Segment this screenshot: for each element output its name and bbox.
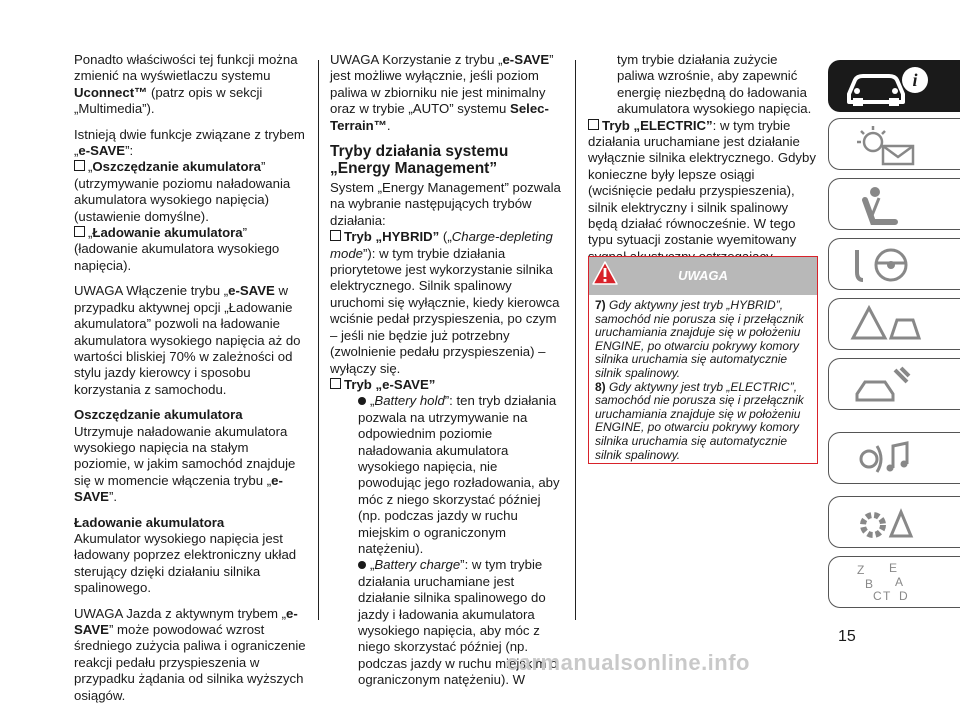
list-item: „Battery hold”: ten tryb działania pozwala na utrzymywanie na odpowiednim poziomie naładowania akumulatora wysokiego napięcia, nie powodując jego rozładowania, aby móc z niego skorzystać później (np. podczas jazdy w ruchu miejskim o ograniczonym natężeniu). [358,393,560,556]
subheading: Ładowanie akumulatora [74,514,225,530]
esave-submodes [330,393,563,688]
index-letter: C [873,589,882,603]
text-column-2 [330,52,563,689]
option-item: „Oszczędzanie akumulatora” (utrzymywanie poziomu naładowania akumulatora wysokiego napięcia) (ustawienie domyślne). [74,159,291,224]
tab-emergency[interactable] [828,298,960,350]
text-column-1 [74,52,306,713]
note-paragraph: UWAGA Włączenie trybu „e-SAVE w przypadku aktywnej opcji „Ładowanie akumulatora” pozwoli na ładowanie akumulatora wysokiego napięcia aż do wartości bliskiej 70% w zależności od stylu jazdy kierowcy i sposobu korzystania z samochodu. [74,283,301,397]
warning-header [589,257,817,295]
tab-driving[interactable] [828,238,960,290]
tab-car-info[interactable] [828,60,960,112]
section-heading: Tryby działania systemu „Energy Management” [330,143,509,178]
paragraph: Ponadto właściwości tej funkcji można zmienić na wyświetlaczu systemu Uconnect™ (patrz opis w sekcji „Multimedia”). [74,52,298,117]
option-item: „Ładowanie akumulatora” (ładowanie akumulatora wysokiego napięcia). [74,225,280,273]
tab-multimedia[interactable] [828,432,960,484]
tab-settings[interactable] [828,496,960,548]
index-letter: T [883,589,891,603]
gear-icon [843,500,943,546]
paragraph-continued: tym trybie działania zużycie paliwa wzrośnie, aby zapewnić energię niezbędną do ładowania akumulatora wysokiego napięcia. [617,52,812,117]
warning-text [589,295,817,462]
mode-item-electric: Tryb „ELECTRIC”: w tym trybie działania uruchamiane jest działanie wyłącznie silnika elektrycznego. Gdyby konieczne były lepsze osiągi (wciśnięcie pedału przyspieszenia), silnik elektryczny i silnik spalinowy będą działać równocześnie. W tego typu sytuacji zostanie wyemitowany [588,117,816,248]
tab-index[interactable] [828,556,960,608]
warning-note-7: 7) Gdy aktywny jest tryb „HYBRID”, samochód nie porusza się i przełącznik uruchamiania znajduje się w położeniu ENGINE, po otwarciu pokrywy komory silnika uruchamia się automatycznie silnik spalinowy. [595,298,804,380]
paragraph: Akumulator wysokiego napięcia jest ładowany poprzez elektroniczny układ sterujący dzięki działaniu silnika spalinowego. [74,530,297,596]
paragraph: Istnieją dwie funkcje związane z trybem „e-SAVE”: [74,126,305,159]
note-paragraph: UWAGA Jazda z aktywnym trybem „e-SAVE” może powodować wzrost średniego zużycia paliwa i ograniczenie reakcji pedału przyspieszenia w przypadku żądania od silnika wyższych osiągów. [74,605,306,703]
svg-text:i: i [912,70,918,90]
index-letter: A [895,575,904,589]
maintenance-icon [843,362,943,408]
index-letter: B [865,577,874,591]
warning-title: UWAGA [678,268,728,283]
subheading: Oszczędzanie akumulatora [74,407,243,423]
page-number: 15 [838,628,856,645]
index-icon [843,560,943,606]
warning-note-8: 8) Gdy aktywny jest tryb „ELECTRIC”, samochód nie porusza się i przełącznik uruchamiania znajduje się w położeniu ENGINE, po otwarciu pokrywy komory silnika uruchamia się automatycznie silnik spalinowy. [595,379,804,462]
warning-box [588,256,818,464]
index-letter: D [899,589,908,603]
multimedia-icon [843,436,943,482]
bullet-icon [358,397,366,405]
checkbox-square-icon [588,119,599,130]
list-item: „Battery charge”: w tym trybie działania uruchamiane jest działanie silnika spalinowego do jazdy i ładowania akumulatora wysokiego napięcia, aby móc z niego skorzystać później (np. podczas jazdy w ruchu miejskim o ograniczonym natężeniu). W [358,557,558,688]
text-column-3 [588,52,818,291]
column-divider [575,60,576,620]
checkbox-square-icon [330,230,341,241]
checkbox-square-icon [74,160,85,171]
tab-maintenance[interactable] [828,358,960,410]
checkbox-square-icon [74,226,85,237]
tab-warning-lights[interactable] [828,118,960,170]
paragraph: Utrzymuje naładowanie akumulatora wysokiego napięcia na stałym poziomie, w jakim samochód znajduje się w momencie włączenia trybu „e-SAVE”. [74,423,296,505]
note-paragraph: UWAGA Korzystanie z trybu „e-SAVE” jest możliwe wyłącznie, jeśli poziom paliwa w zbiorniku nie jest minimalny oraz w trybie „AUTO” systemu Selec-Terrain™. [330,52,554,133]
index-letter: Z [857,563,865,577]
bullet-icon [358,561,366,569]
warning-lights-icon [843,122,943,168]
car-info-icon [843,64,943,110]
emergency-icon [843,302,943,348]
mode-item-hybrid: Tryb „HYBRID” („Charge-depleting mode”): w tym trybie działania priorytetowe jest wykorzystanie silnika elektrycznego. Silnik spalinowy uruchomi się wyłącznie, kiedy kierowca wciśnie pedał przyspieszenia, po czym – jeśli nie będzie już potrzebny (zwolnienie pedału przyspieszenia) – wyłączy się. [330,229,560,376]
watermark: carmanualsonline.info [506,650,750,675]
index-letter: E [889,561,898,575]
column-divider [318,60,319,620]
paragraph: System „Energy Management” pozwala na wybranie następujących trybów działania: [330,180,561,228]
checkbox-square-icon [330,378,341,389]
mode-item-esave: Tryb „e-SAVE” [330,377,563,393]
tab-safety[interactable] [828,178,960,230]
seat-safety-icon [843,182,943,228]
steering-start-icon [843,242,943,288]
